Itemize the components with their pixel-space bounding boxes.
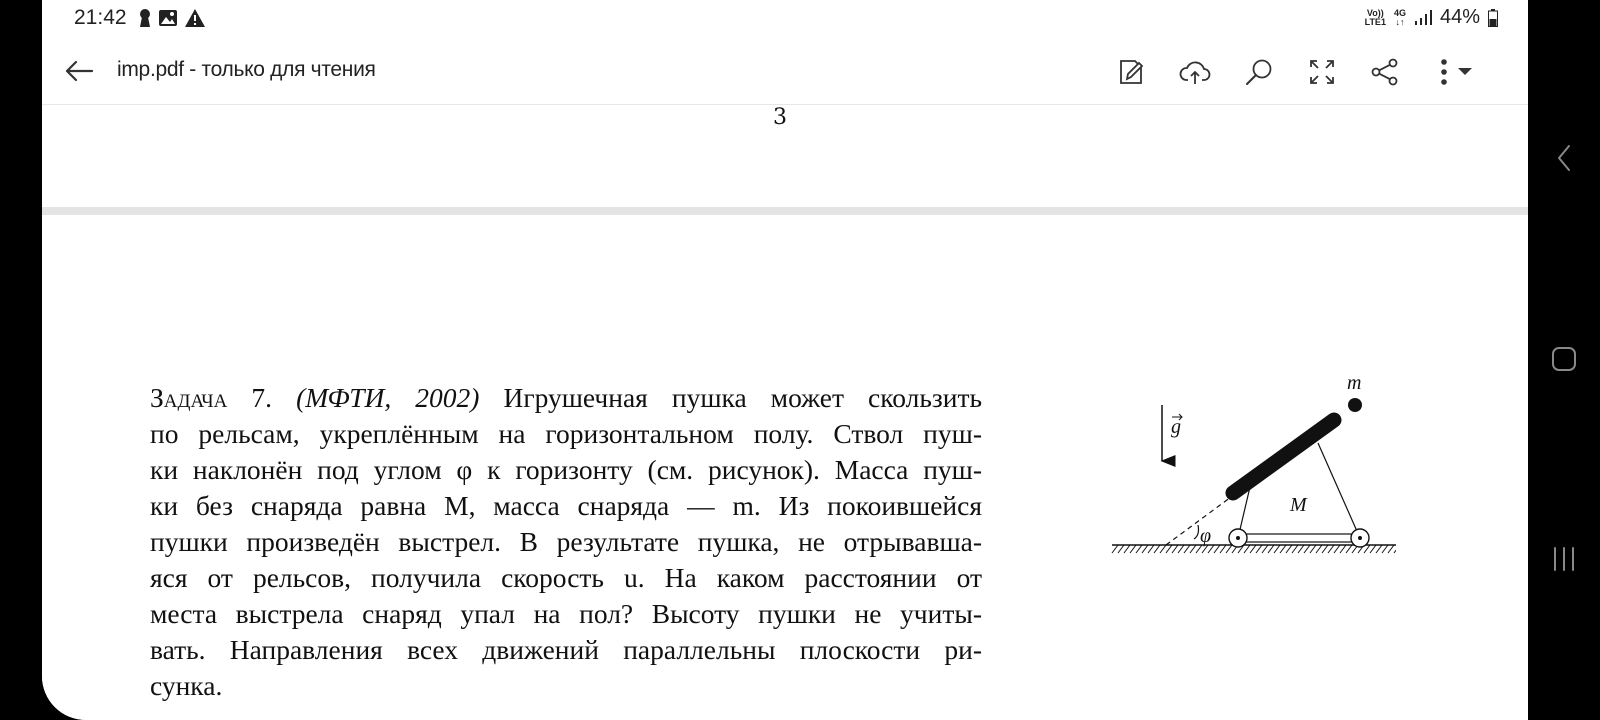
fullscreen-button[interactable] <box>1302 52 1342 92</box>
problem-line: места выстрела снаряд упал на пол? Высоту пушки не учиты- <box>150 598 982 629</box>
battery-icon <box>1488 9 1498 27</box>
page-number: 3 <box>773 105 787 130</box>
edit-icon <box>1117 57 1147 87</box>
problem-line: сунка. <box>150 670 223 701</box>
share-button[interactable] <box>1365 52 1405 92</box>
problem-line: ки наклонён под углом φ к горизонту (см. рисунок). Масса пуш- <box>150 454 982 485</box>
warning-icon <box>184 8 206 28</box>
status-right <box>1365 6 1498 29</box>
status-notification-icons <box>138 8 206 28</box>
battery-level: 44% <box>1439 6 1480 28</box>
cloud-upload-button[interactable] <box>1175 52 1215 92</box>
share-icon <box>1370 57 1400 87</box>
problem-line: пушки произведён выстрел. В результате пушка, не отрывавша- <box>150 526 982 557</box>
nav-recents-button[interactable] <box>1546 541 1582 577</box>
cannon-base <box>1238 534 1360 542</box>
fullscreen-icon <box>1308 58 1336 86</box>
problem-line: Задача 7. (МФТИ, 2002) Игрушечная пушка может скользить <box>150 382 982 413</box>
document-title: imp.pdf - только для чтения <box>117 58 376 81</box>
mass-M-label: M <box>1290 494 1307 516</box>
keyhole-icon <box>138 8 152 28</box>
home-icon <box>1551 346 1577 372</box>
network-label: Vo)) LTE1 <box>1364 7 1386 27</box>
cannon-frame <box>1238 443 1360 538</box>
search-button[interactable] <box>1239 52 1279 92</box>
problem-text <box>150 380 982 704</box>
more-options-button[interactable] <box>1428 52 1484 92</box>
projectile <box>1348 398 1362 412</box>
page-separator <box>42 207 1528 215</box>
back-arrow-icon <box>64 60 94 82</box>
problem-line: яся от рельсов, получила скорость u. На каком расстоянии от <box>150 562 982 593</box>
more-icon <box>1434 57 1478 87</box>
angle-arc <box>1194 525 1199 539</box>
status-time: 21:42 <box>74 6 127 29</box>
gravity-label: g <box>1171 416 1181 438</box>
cannon-barrel <box>1233 420 1334 493</box>
phi-label: φ <box>1200 525 1212 547</box>
recents-icon <box>1551 546 1577 572</box>
navigation-bar <box>1528 0 1600 720</box>
barrel-extension <box>1166 497 1231 545</box>
problem-line: ки без снаряда равна M, масса снаряда — m. Из покоившейся <box>150 490 982 521</box>
signal-icon <box>1414 10 1432 26</box>
edit-button[interactable] <box>1112 52 1152 92</box>
mass-m-label: m <box>1347 375 1362 394</box>
problem-line: вать. Направления всех движений параллельны плоскости ри- <box>150 634 982 665</box>
problem-line: по рельсам, укреплённым на горизонтальном полу. Ствол пуш- <box>150 418 982 449</box>
cloud-upload-icon <box>1179 59 1211 85</box>
floor-hatching <box>1112 545 1396 553</box>
app-screen <box>42 0 1528 720</box>
nav-back-button[interactable] <box>1546 140 1582 176</box>
document-viewer[interactable] <box>42 105 1528 720</box>
app-toolbar <box>42 40 1528 105</box>
status-bar <box>42 0 1528 38</box>
cannon-figure <box>1066 375 1396 575</box>
problem-source: (МФТИ, 2002) <box>296 382 480 413</box>
image-icon <box>158 8 178 28</box>
back-button[interactable] <box>62 54 96 88</box>
problem-heading: Задача 7. <box>150 382 273 413</box>
net-type: 4G ↓↑ <box>1393 7 1406 27</box>
chevron-left-icon <box>1556 144 1572 172</box>
search-icon <box>1244 57 1274 87</box>
nav-home-button[interactable] <box>1546 341 1582 377</box>
